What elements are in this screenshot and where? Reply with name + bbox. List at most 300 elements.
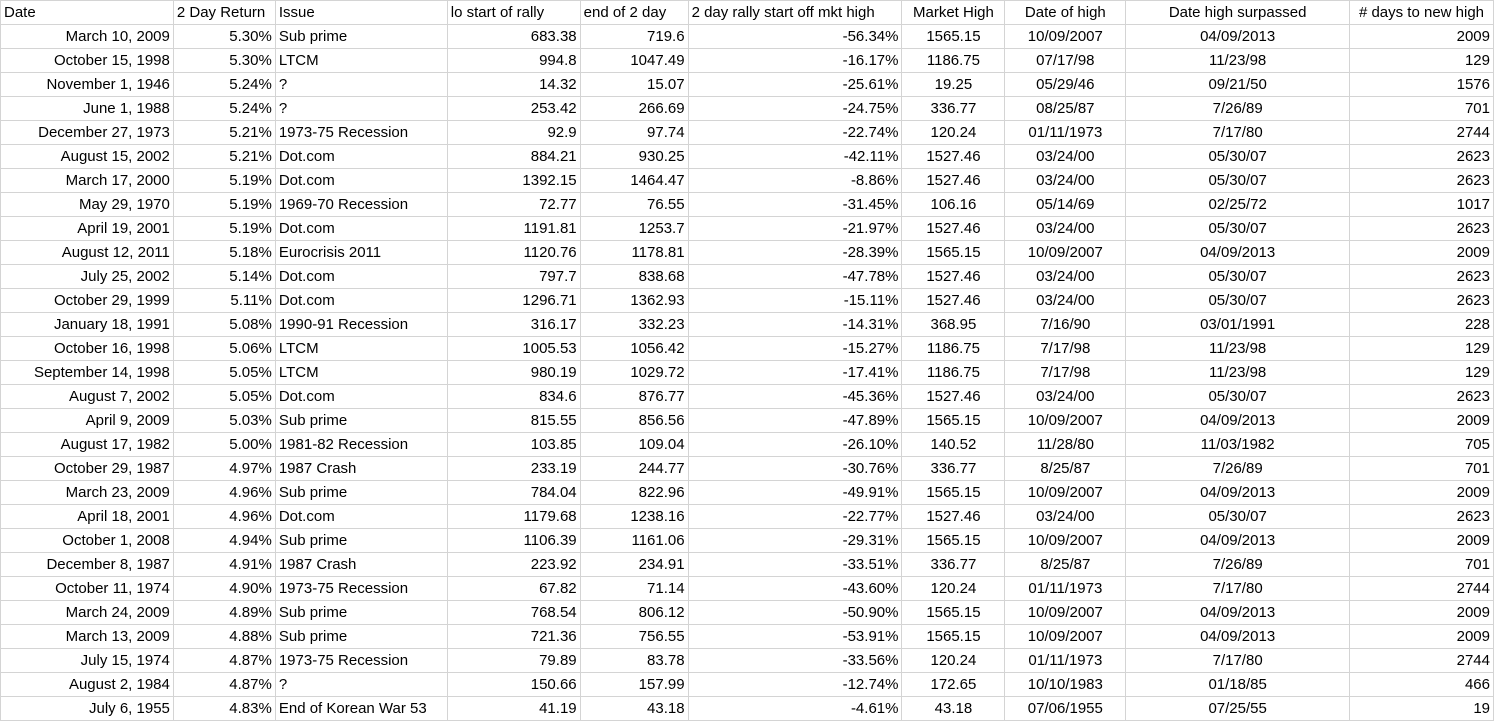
market-high-cell[interactable]: 1565.15 <box>902 241 1005 265</box>
days-to-new-high-cell[interactable]: 2623 <box>1349 505 1493 529</box>
rally-off-high-cell[interactable]: -47.78% <box>688 265 902 289</box>
date-surpassed-cell[interactable]: 7/17/80 <box>1126 577 1350 601</box>
return-cell[interactable]: 5.05% <box>173 385 275 409</box>
return-cell[interactable]: 4.89% <box>173 601 275 625</box>
date-of-high-cell[interactable]: 7/17/98 <box>1005 337 1126 361</box>
issue-cell[interactable]: Dot.com <box>275 169 447 193</box>
return-cell[interactable]: 4.87% <box>173 649 275 673</box>
market-high-cell[interactable]: 1565.15 <box>902 625 1005 649</box>
rally-off-high-cell[interactable]: -21.97% <box>688 217 902 241</box>
rally-off-high-cell[interactable]: -43.60% <box>688 577 902 601</box>
date-cell[interactable]: July 6, 1955 <box>1 697 174 721</box>
return-cell[interactable]: 5.24% <box>173 73 275 97</box>
issue-cell[interactable]: 1969-70 Recession <box>275 193 447 217</box>
lo-start-cell[interactable]: 1179.68 <box>447 505 580 529</box>
issue-cell[interactable]: Sub prime <box>275 625 447 649</box>
market-high-cell[interactable]: 336.77 <box>902 553 1005 577</box>
date-of-high-cell[interactable]: 10/09/2007 <box>1005 25 1126 49</box>
issue-cell[interactable]: Eurocrisis 2011 <box>275 241 447 265</box>
date-surpassed-cell[interactable]: 02/25/72 <box>1126 193 1350 217</box>
rally-off-high-cell[interactable]: -49.91% <box>688 481 902 505</box>
end-2-day-cell[interactable]: 838.68 <box>580 265 688 289</box>
issue-cell[interactable]: Dot.com <box>275 217 447 241</box>
issue-cell[interactable]: 1987 Crash <box>275 457 447 481</box>
market-high-cell[interactable]: 1565.15 <box>902 529 1005 553</box>
date-cell[interactable]: January 18, 1991 <box>1 313 174 337</box>
date-surpassed-cell[interactable]: 7/26/89 <box>1126 97 1350 121</box>
end-2-day-cell[interactable]: 756.55 <box>580 625 688 649</box>
date-cell[interactable]: March 17, 2000 <box>1 169 174 193</box>
date-of-high-cell[interactable]: 11/28/80 <box>1005 433 1126 457</box>
market-high-cell[interactable]: 1527.46 <box>902 289 1005 313</box>
date-of-high-cell[interactable]: 07/06/1955 <box>1005 697 1126 721</box>
date-cell[interactable]: October 15, 1998 <box>1 49 174 73</box>
header-date-high-surpassed[interactable]: Date high surpassed <box>1126 1 1350 25</box>
issue-cell[interactable]: LTCM <box>275 49 447 73</box>
date-cell[interactable]: March 13, 2009 <box>1 625 174 649</box>
market-high-cell[interactable]: 120.24 <box>902 577 1005 601</box>
date-surpassed-cell[interactable]: 04/09/2013 <box>1126 625 1350 649</box>
lo-start-cell[interactable]: 797.7 <box>447 265 580 289</box>
lo-start-cell[interactable]: 1191.81 <box>447 217 580 241</box>
date-surpassed-cell[interactable]: 03/01/1991 <box>1126 313 1350 337</box>
header-end-of-2-day[interactable]: end of 2 day <box>580 1 688 25</box>
issue-cell[interactable]: Sub prime <box>275 601 447 625</box>
return-cell[interactable]: 5.08% <box>173 313 275 337</box>
date-of-high-cell[interactable]: 10/09/2007 <box>1005 601 1126 625</box>
return-cell[interactable]: 5.19% <box>173 217 275 241</box>
date-of-high-cell[interactable]: 8/25/87 <box>1005 457 1126 481</box>
date-cell[interactable]: August 2, 1984 <box>1 673 174 697</box>
lo-start-cell[interactable]: 884.21 <box>447 145 580 169</box>
days-to-new-high-cell[interactable]: 2744 <box>1349 121 1493 145</box>
end-2-day-cell[interactable]: 1178.81 <box>580 241 688 265</box>
lo-start-cell[interactable]: 103.85 <box>447 433 580 457</box>
date-cell[interactable]: March 10, 2009 <box>1 25 174 49</box>
end-2-day-cell[interactable]: 157.99 <box>580 673 688 697</box>
return-cell[interactable]: 4.88% <box>173 625 275 649</box>
days-to-new-high-cell[interactable]: 2623 <box>1349 217 1493 241</box>
lo-start-cell[interactable]: 223.92 <box>447 553 580 577</box>
end-2-day-cell[interactable]: 856.56 <box>580 409 688 433</box>
date-of-high-cell[interactable]: 8/25/87 <box>1005 553 1126 577</box>
date-cell[interactable]: October 29, 1987 <box>1 457 174 481</box>
date-surpassed-cell[interactable]: 05/30/07 <box>1126 265 1350 289</box>
return-cell[interactable]: 5.19% <box>173 169 275 193</box>
date-of-high-cell[interactable]: 03/24/00 <box>1005 385 1126 409</box>
rally-off-high-cell[interactable]: -14.31% <box>688 313 902 337</box>
end-2-day-cell[interactable]: 234.91 <box>580 553 688 577</box>
date-cell[interactable]: October 1, 2008 <box>1 529 174 553</box>
days-to-new-high-cell[interactable]: 2623 <box>1349 289 1493 313</box>
days-to-new-high-cell[interactable]: 2009 <box>1349 481 1493 505</box>
end-2-day-cell[interactable]: 1238.16 <box>580 505 688 529</box>
date-surpassed-cell[interactable]: 04/09/2013 <box>1126 409 1350 433</box>
date-surpassed-cell[interactable]: 05/30/07 <box>1126 145 1350 169</box>
date-surpassed-cell[interactable]: 05/30/07 <box>1126 217 1350 241</box>
issue-cell[interactable]: Dot.com <box>275 145 447 169</box>
date-surpassed-cell[interactable]: 04/09/2013 <box>1126 241 1350 265</box>
date-of-high-cell[interactable]: 03/24/00 <box>1005 145 1126 169</box>
days-to-new-high-cell[interactable]: 129 <box>1349 337 1493 361</box>
header-lo-start[interactable]: lo start of rally <box>447 1 580 25</box>
lo-start-cell[interactable]: 721.36 <box>447 625 580 649</box>
rally-off-high-cell[interactable]: -22.77% <box>688 505 902 529</box>
date-surpassed-cell[interactable]: 7/17/80 <box>1126 649 1350 673</box>
date-of-high-cell[interactable]: 03/24/00 <box>1005 217 1126 241</box>
date-cell[interactable]: August 15, 2002 <box>1 145 174 169</box>
header-date[interactable]: Date <box>1 1 174 25</box>
rally-off-high-cell[interactable]: -15.27% <box>688 337 902 361</box>
return-cell[interactable]: 4.97% <box>173 457 275 481</box>
lo-start-cell[interactable]: 1106.39 <box>447 529 580 553</box>
lo-start-cell[interactable]: 316.17 <box>447 313 580 337</box>
market-high-cell[interactable]: 140.52 <box>902 433 1005 457</box>
rally-off-high-cell[interactable]: -4.61% <box>688 697 902 721</box>
return-cell[interactable]: 4.90% <box>173 577 275 601</box>
date-surpassed-cell[interactable]: 7/26/89 <box>1126 553 1350 577</box>
rally-off-high-cell[interactable]: -33.56% <box>688 649 902 673</box>
market-high-cell[interactable]: 1565.15 <box>902 481 1005 505</box>
market-high-cell[interactable]: 1186.75 <box>902 337 1005 361</box>
market-high-cell[interactable]: 19.25 <box>902 73 1005 97</box>
date-of-high-cell[interactable]: 01/11/1973 <box>1005 577 1126 601</box>
lo-start-cell[interactable]: 994.8 <box>447 49 580 73</box>
issue-cell[interactable]: Sub prime <box>275 481 447 505</box>
return-cell[interactable]: 5.21% <box>173 121 275 145</box>
return-cell[interactable]: 5.00% <box>173 433 275 457</box>
end-2-day-cell[interactable]: 83.78 <box>580 649 688 673</box>
market-high-cell[interactable]: 1527.46 <box>902 217 1005 241</box>
header-2-day-return[interactable]: 2 Day Return <box>173 1 275 25</box>
days-to-new-high-cell[interactable]: 466 <box>1349 673 1493 697</box>
days-to-new-high-cell[interactable]: 2623 <box>1349 265 1493 289</box>
lo-start-cell[interactable]: 1392.15 <box>447 169 580 193</box>
date-surpassed-cell[interactable]: 01/18/85 <box>1126 673 1350 697</box>
date-cell[interactable]: October 16, 1998 <box>1 337 174 361</box>
days-to-new-high-cell[interactable]: 2744 <box>1349 577 1493 601</box>
market-high-cell[interactable]: 336.77 <box>902 457 1005 481</box>
header-rally-off-high[interactable]: 2 day rally start off mkt high <box>688 1 902 25</box>
end-2-day-cell[interactable]: 332.23 <box>580 313 688 337</box>
issue-cell[interactable]: Sub prime <box>275 409 447 433</box>
lo-start-cell[interactable]: 92.9 <box>447 121 580 145</box>
rally-off-high-cell[interactable]: -29.31% <box>688 529 902 553</box>
rally-off-high-cell[interactable]: -47.89% <box>688 409 902 433</box>
issue-cell[interactable]: ? <box>275 673 447 697</box>
days-to-new-high-cell[interactable]: 228 <box>1349 313 1493 337</box>
issue-cell[interactable]: ? <box>275 97 447 121</box>
date-surpassed-cell[interactable]: 04/09/2013 <box>1126 25 1350 49</box>
lo-start-cell[interactable]: 1005.53 <box>447 337 580 361</box>
date-cell[interactable]: July 15, 1974 <box>1 649 174 673</box>
issue-cell[interactable]: LTCM <box>275 361 447 385</box>
days-to-new-high-cell[interactable]: 2623 <box>1349 169 1493 193</box>
rally-off-high-cell[interactable]: -31.45% <box>688 193 902 217</box>
end-2-day-cell[interactable]: 97.74 <box>580 121 688 145</box>
date-cell[interactable]: May 29, 1970 <box>1 193 174 217</box>
lo-start-cell[interactable]: 72.77 <box>447 193 580 217</box>
rally-off-high-cell[interactable]: -45.36% <box>688 385 902 409</box>
rally-off-high-cell[interactable]: -42.11% <box>688 145 902 169</box>
date-of-high-cell[interactable]: 07/17/98 <box>1005 49 1126 73</box>
lo-start-cell[interactable]: 150.66 <box>447 673 580 697</box>
return-cell[interactable]: 5.06% <box>173 337 275 361</box>
date-of-high-cell[interactable]: 10/10/1983 <box>1005 673 1126 697</box>
rally-off-high-cell[interactable]: -22.74% <box>688 121 902 145</box>
market-high-cell[interactable]: 1527.46 <box>902 145 1005 169</box>
return-cell[interactable]: 5.30% <box>173 49 275 73</box>
return-cell[interactable]: 5.30% <box>173 25 275 49</box>
market-high-cell[interactable]: 1565.15 <box>902 601 1005 625</box>
issue-cell[interactable]: Sub prime <box>275 529 447 553</box>
market-high-cell[interactable]: 1565.15 <box>902 409 1005 433</box>
date-cell[interactable]: August 7, 2002 <box>1 385 174 409</box>
lo-start-cell[interactable]: 980.19 <box>447 361 580 385</box>
market-high-cell[interactable]: 1527.46 <box>902 169 1005 193</box>
market-high-cell[interactable]: 1186.75 <box>902 361 1005 385</box>
rally-off-high-cell[interactable]: -17.41% <box>688 361 902 385</box>
days-to-new-high-cell[interactable]: 2009 <box>1349 25 1493 49</box>
lo-start-cell[interactable]: 14.32 <box>447 73 580 97</box>
date-of-high-cell[interactable]: 10/09/2007 <box>1005 241 1126 265</box>
date-of-high-cell[interactable]: 7/16/90 <box>1005 313 1126 337</box>
date-of-high-cell[interactable]: 10/09/2007 <box>1005 409 1126 433</box>
date-of-high-cell[interactable]: 10/09/2007 <box>1005 625 1126 649</box>
end-2-day-cell[interactable]: 266.69 <box>580 97 688 121</box>
date-cell[interactable]: November 1, 1946 <box>1 73 174 97</box>
days-to-new-high-cell[interactable]: 2009 <box>1349 241 1493 265</box>
date-surpassed-cell[interactable]: 07/25/55 <box>1126 697 1350 721</box>
end-2-day-cell[interactable]: 930.25 <box>580 145 688 169</box>
rally-off-high-cell[interactable]: -8.86% <box>688 169 902 193</box>
date-cell[interactable]: March 24, 2009 <box>1 601 174 625</box>
date-of-high-cell[interactable]: 08/25/87 <box>1005 97 1126 121</box>
lo-start-cell[interactable]: 1296.71 <box>447 289 580 313</box>
issue-cell[interactable]: Sub prime <box>275 25 447 49</box>
lo-start-cell[interactable]: 815.55 <box>447 409 580 433</box>
end-2-day-cell[interactable]: 876.77 <box>580 385 688 409</box>
date-cell[interactable]: June 1, 1988 <box>1 97 174 121</box>
end-2-day-cell[interactable]: 244.77 <box>580 457 688 481</box>
date-of-high-cell[interactable]: 01/11/1973 <box>1005 649 1126 673</box>
market-high-cell[interactable]: 336.77 <box>902 97 1005 121</box>
header-days-to-new-high[interactable]: # days to new high <box>1349 1 1493 25</box>
rally-off-high-cell[interactable]: -24.75% <box>688 97 902 121</box>
days-to-new-high-cell[interactable]: 2009 <box>1349 529 1493 553</box>
market-high-cell[interactable]: 1527.46 <box>902 385 1005 409</box>
date-surpassed-cell[interactable]: 05/30/07 <box>1126 169 1350 193</box>
rally-off-high-cell[interactable]: -16.17% <box>688 49 902 73</box>
lo-start-cell[interactable]: 768.54 <box>447 601 580 625</box>
date-of-high-cell[interactable]: 05/29/46 <box>1005 73 1126 97</box>
rally-off-high-cell[interactable]: -56.34% <box>688 25 902 49</box>
lo-start-cell[interactable]: 683.38 <box>447 25 580 49</box>
lo-start-cell[interactable]: 834.6 <box>447 385 580 409</box>
issue-cell[interactable]: Dot.com <box>275 385 447 409</box>
date-cell[interactable]: December 8, 1987 <box>1 553 174 577</box>
market-high-cell[interactable]: 368.95 <box>902 313 1005 337</box>
days-to-new-high-cell[interactable]: 2623 <box>1349 385 1493 409</box>
return-cell[interactable]: 4.94% <box>173 529 275 553</box>
rally-off-high-cell[interactable]: -28.39% <box>688 241 902 265</box>
date-cell[interactable]: August 12, 2011 <box>1 241 174 265</box>
market-high-cell[interactable]: 172.65 <box>902 673 1005 697</box>
issue-cell[interactable]: 1973-75 Recession <box>275 121 447 145</box>
date-surpassed-cell[interactable]: 7/17/80 <box>1126 121 1350 145</box>
end-2-day-cell[interactable]: 822.96 <box>580 481 688 505</box>
issue-cell[interactable]: LTCM <box>275 337 447 361</box>
return-cell[interactable]: 5.14% <box>173 265 275 289</box>
date-of-high-cell[interactable]: 7/17/98 <box>1005 361 1126 385</box>
issue-cell[interactable]: 1990-91 Recession <box>275 313 447 337</box>
return-cell[interactable]: 4.96% <box>173 505 275 529</box>
rally-off-high-cell[interactable]: -33.51% <box>688 553 902 577</box>
return-cell[interactable]: 5.03% <box>173 409 275 433</box>
lo-start-cell[interactable]: 79.89 <box>447 649 580 673</box>
date-cell[interactable]: April 18, 2001 <box>1 505 174 529</box>
date-surpassed-cell[interactable]: 7/26/89 <box>1126 457 1350 481</box>
rally-off-high-cell[interactable]: -26.10% <box>688 433 902 457</box>
rally-off-high-cell[interactable]: -30.76% <box>688 457 902 481</box>
rally-off-high-cell[interactable]: -50.90% <box>688 601 902 625</box>
days-to-new-high-cell[interactable]: 2623 <box>1349 145 1493 169</box>
end-2-day-cell[interactable]: 1029.72 <box>580 361 688 385</box>
date-of-high-cell[interactable]: 01/11/1973 <box>1005 121 1126 145</box>
end-2-day-cell[interactable]: 806.12 <box>580 601 688 625</box>
date-surpassed-cell[interactable]: 04/09/2013 <box>1126 481 1350 505</box>
return-cell[interactable]: 5.21% <box>173 145 275 169</box>
return-cell[interactable]: 5.19% <box>173 193 275 217</box>
return-cell[interactable]: 4.96% <box>173 481 275 505</box>
end-2-day-cell[interactable]: 71.14 <box>580 577 688 601</box>
days-to-new-high-cell[interactable]: 701 <box>1349 97 1493 121</box>
date-cell[interactable]: April 19, 2001 <box>1 217 174 241</box>
end-2-day-cell[interactable]: 43.18 <box>580 697 688 721</box>
date-cell[interactable]: September 14, 1998 <box>1 361 174 385</box>
end-2-day-cell[interactable]: 76.55 <box>580 193 688 217</box>
days-to-new-high-cell[interactable]: 705 <box>1349 433 1493 457</box>
days-to-new-high-cell[interactable]: 1576 <box>1349 73 1493 97</box>
end-2-day-cell[interactable]: 15.07 <box>580 73 688 97</box>
return-cell[interactable]: 4.91% <box>173 553 275 577</box>
lo-start-cell[interactable]: 67.82 <box>447 577 580 601</box>
rally-off-high-cell[interactable]: -15.11% <box>688 289 902 313</box>
date-surpassed-cell[interactable]: 11/03/1982 <box>1126 433 1350 457</box>
date-surpassed-cell[interactable]: 11/23/98 <box>1126 337 1350 361</box>
end-2-day-cell[interactable]: 1047.49 <box>580 49 688 73</box>
end-2-day-cell[interactable]: 1056.42 <box>580 337 688 361</box>
date-cell[interactable]: August 17, 1982 <box>1 433 174 457</box>
date-surpassed-cell[interactable]: 11/23/98 <box>1126 361 1350 385</box>
date-cell[interactable]: April 9, 2009 <box>1 409 174 433</box>
lo-start-cell[interactable]: 1120.76 <box>447 241 580 265</box>
end-2-day-cell[interactable]: 1464.47 <box>580 169 688 193</box>
return-cell[interactable]: 5.11% <box>173 289 275 313</box>
date-of-high-cell[interactable]: 10/09/2007 <box>1005 529 1126 553</box>
date-of-high-cell[interactable]: 10/09/2007 <box>1005 481 1126 505</box>
days-to-new-high-cell[interactable]: 19 <box>1349 697 1493 721</box>
return-cell[interactable]: 5.24% <box>173 97 275 121</box>
date-of-high-cell[interactable]: 05/14/69 <box>1005 193 1126 217</box>
date-of-high-cell[interactable]: 03/24/00 <box>1005 289 1126 313</box>
issue-cell[interactable]: ? <box>275 73 447 97</box>
market-high-cell[interactable]: 1186.75 <box>902 49 1005 73</box>
issue-cell[interactable]: 1973-75 Recession <box>275 577 447 601</box>
date-of-high-cell[interactable]: 03/24/00 <box>1005 169 1126 193</box>
end-2-day-cell[interactable]: 1253.7 <box>580 217 688 241</box>
issue-cell[interactable]: Dot.com <box>275 505 447 529</box>
header-market-high[interactable]: Market High <box>902 1 1005 25</box>
lo-start-cell[interactable]: 784.04 <box>447 481 580 505</box>
header-issue[interactable]: Issue <box>275 1 447 25</box>
rally-off-high-cell[interactable]: -25.61% <box>688 73 902 97</box>
market-high-cell[interactable]: 120.24 <box>902 649 1005 673</box>
market-high-cell[interactable]: 1527.46 <box>902 265 1005 289</box>
days-to-new-high-cell[interactable]: 129 <box>1349 49 1493 73</box>
date-surpassed-cell[interactable]: 04/09/2013 <box>1126 601 1350 625</box>
issue-cell[interactable]: 1981-82 Recession <box>275 433 447 457</box>
issue-cell[interactable]: End of Korean War 53 <box>275 697 447 721</box>
header-date-of-high[interactable]: Date of high <box>1005 1 1126 25</box>
date-surpassed-cell[interactable]: 04/09/2013 <box>1126 529 1350 553</box>
date-of-high-cell[interactable]: 03/24/00 <box>1005 505 1126 529</box>
lo-start-cell[interactable]: 233.19 <box>447 457 580 481</box>
end-2-day-cell[interactable]: 109.04 <box>580 433 688 457</box>
days-to-new-high-cell[interactable]: 2744 <box>1349 649 1493 673</box>
lo-start-cell[interactable]: 41.19 <box>447 697 580 721</box>
date-cell[interactable]: December 27, 1973 <box>1 121 174 145</box>
end-2-day-cell[interactable]: 719.6 <box>580 25 688 49</box>
days-to-new-high-cell[interactable]: 2009 <box>1349 625 1493 649</box>
return-cell[interactable]: 4.83% <box>173 697 275 721</box>
issue-cell[interactable]: Dot.com <box>275 289 447 313</box>
date-cell[interactable]: October 11, 1974 <box>1 577 174 601</box>
rally-off-high-cell[interactable]: -12.74% <box>688 673 902 697</box>
date-surpassed-cell[interactable]: 05/30/07 <box>1126 385 1350 409</box>
days-to-new-high-cell[interactable]: 701 <box>1349 457 1493 481</box>
days-to-new-high-cell[interactable]: 129 <box>1349 361 1493 385</box>
return-cell[interactable]: 5.18% <box>173 241 275 265</box>
market-high-cell[interactable]: 43.18 <box>902 697 1005 721</box>
lo-start-cell[interactable]: 253.42 <box>447 97 580 121</box>
end-2-day-cell[interactable]: 1161.06 <box>580 529 688 553</box>
return-cell[interactable]: 5.05% <box>173 361 275 385</box>
market-high-cell[interactable]: 120.24 <box>902 121 1005 145</box>
days-to-new-high-cell[interactable]: 2009 <box>1349 409 1493 433</box>
date-cell[interactable]: October 29, 1999 <box>1 289 174 313</box>
days-to-new-high-cell[interactable]: 2009 <box>1349 601 1493 625</box>
date-cell[interactable]: March 23, 2009 <box>1 481 174 505</box>
issue-cell[interactable]: Dot.com <box>275 265 447 289</box>
date-surpassed-cell[interactable]: 11/23/98 <box>1126 49 1350 73</box>
market-high-cell[interactable]: 1527.46 <box>902 505 1005 529</box>
date-surpassed-cell[interactable]: 05/30/07 <box>1126 505 1350 529</box>
date-of-high-cell[interactable]: 03/24/00 <box>1005 265 1126 289</box>
date-surpassed-cell[interactable]: 05/30/07 <box>1126 289 1350 313</box>
days-to-new-high-cell[interactable]: 1017 <box>1349 193 1493 217</box>
market-high-cell[interactable]: 1565.15 <box>902 25 1005 49</box>
market-high-cell[interactable]: 106.16 <box>902 193 1005 217</box>
date-surpassed-cell[interactable]: 09/21/50 <box>1126 73 1350 97</box>
date-cell[interactable]: July 25, 2002 <box>1 265 174 289</box>
issue-cell[interactable]: 1973-75 Recession <box>275 649 447 673</box>
issue-cell[interactable]: 1987 Crash <box>275 553 447 577</box>
end-2-day-cell[interactable]: 1362.93 <box>580 289 688 313</box>
days-to-new-high-cell[interactable]: 701 <box>1349 553 1493 577</box>
return-cell[interactable]: 4.87% <box>173 673 275 697</box>
rally-off-high-cell[interactable]: -53.91% <box>688 625 902 649</box>
